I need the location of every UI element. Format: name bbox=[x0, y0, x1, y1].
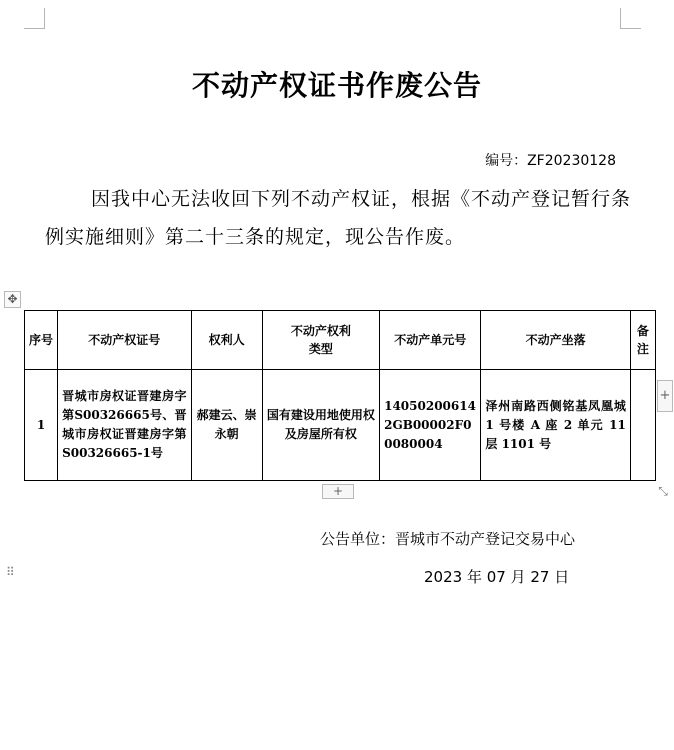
cell-note bbox=[630, 370, 655, 481]
announcement-body: 因我中心无法收回下列不动产权证，根据《不动产登记暂行条例实施细则》第二十三条的规定，现公告作废。 bbox=[45, 188, 632, 248]
document-title: 不动产权证书作废公告 bbox=[191, 69, 482, 102]
cell-holder: 郝建云、崇永朝 bbox=[191, 370, 262, 481]
header-cert: 不动产权证号 bbox=[58, 311, 191, 370]
table-move-icon[interactable]: ✥ bbox=[4, 291, 21, 308]
page-corner-mark-top-left bbox=[24, 8, 45, 29]
cell-location: 泽州南路西侧铭基凤凰城 1 号楼 A 座 2 单元 11 层 1101 号 bbox=[481, 370, 630, 481]
voided-certificates-table bbox=[24, 310, 656, 481]
page-corner-mark-top-right bbox=[620, 8, 641, 29]
header-location: 不动产坐落 bbox=[481, 311, 630, 370]
add-column-button[interactable]: + bbox=[657, 380, 673, 412]
add-row-button[interactable]: + bbox=[322, 484, 354, 499]
table-resize-icon[interactable]: ⤡ bbox=[658, 484, 668, 498]
announcement-date: 2023 年 07 月 27 日 bbox=[424, 568, 570, 586]
table-header-row bbox=[25, 311, 656, 370]
cell-no: 1 bbox=[25, 370, 58, 481]
header-unit: 不动产单元号 bbox=[380, 311, 481, 370]
cell-unit: 140502006142GB00002F00080004 bbox=[380, 370, 481, 481]
header-holder: 权利人 bbox=[191, 311, 262, 370]
issuing-unit: 公告单位：晋城市不动产登记交易中心 bbox=[320, 530, 576, 548]
header-note: 备注 bbox=[630, 311, 655, 370]
paragraph-drag-icon[interactable]: ⠿ bbox=[6, 565, 14, 579]
header-no: 序号 bbox=[25, 311, 58, 370]
table-row bbox=[25, 370, 656, 481]
document-number: 编号：ZF20230128 bbox=[485, 153, 616, 169]
cell-type: 国有建设用地使用权及房屋所有权 bbox=[262, 370, 379, 481]
cell-cert: 晋城市房权证晋建房字第S00326665号、晋城市房权证晋建房字第S00326665-1号 bbox=[58, 370, 191, 481]
header-type: 不动产权利类型 bbox=[262, 311, 379, 370]
